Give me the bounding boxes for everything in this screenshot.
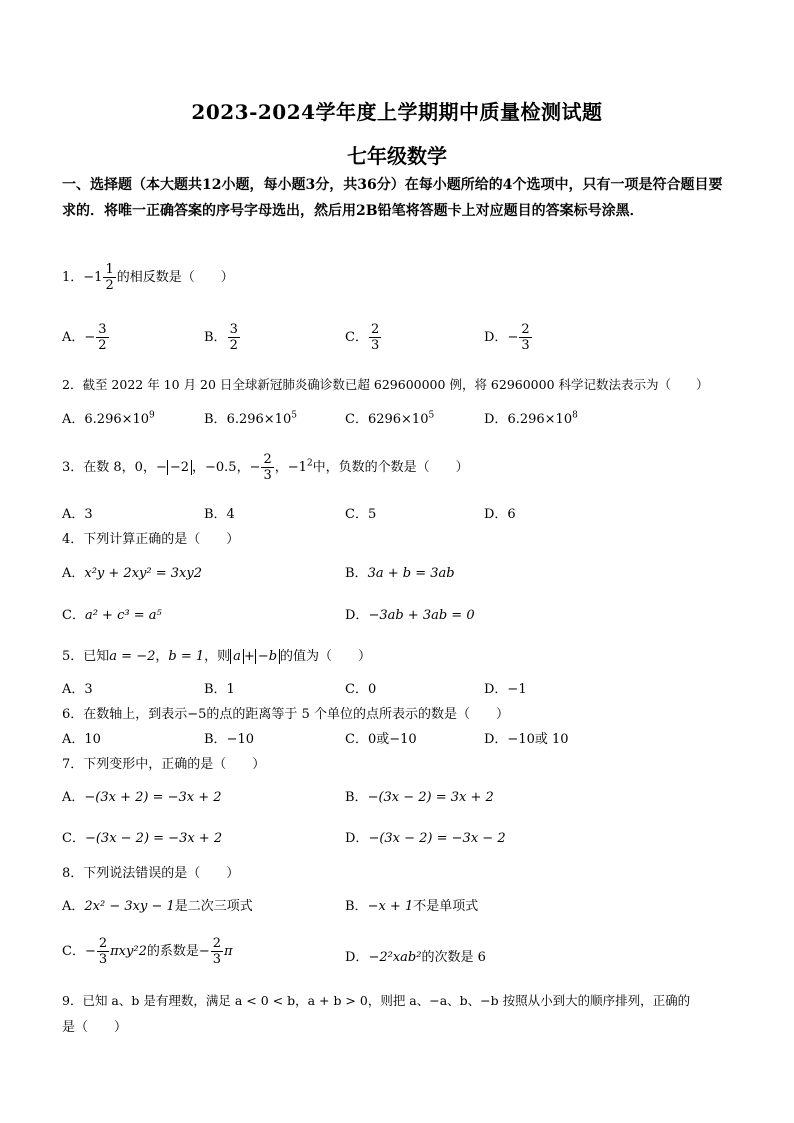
q2-option-a: A．$6.296\times 10^9$ (62, 410, 155, 427)
q6-option-c: C．0或−10 (345, 732, 417, 747)
q5-option-b: B．1 (204, 682, 235, 697)
q8-option-a: A．2x² − 3xy − 1是二次三项式 (62, 899, 253, 914)
q6-option-b: B．−10 (204, 732, 254, 747)
question-8: 8．下列说法错误的是（ ） (62, 866, 240, 881)
q8-option-d: D．−2²xab²的次数是 6 (345, 950, 486, 965)
q3-option-b: B．4 (204, 507, 235, 522)
q1-fraction: $\frac{1}{2}$ (105, 262, 114, 293)
q6-option-d: D．−10或 10 (484, 732, 569, 747)
q8-option-c: C．− $\frac{2}{3}$ πxy²2的系数是− $\frac{2}{3}$ π (62, 936, 233, 967)
q2-option-d: D．$6.296\times 10^8$ (484, 410, 578, 427)
q5-option-a: A．3 (62, 682, 93, 697)
q2-option-c: C．$6296\times 10^5$ (345, 410, 435, 427)
question-3: 3．在数 8，0，− −2 ，−0.5，− $\frac{2}{3}$ ，$-1^2$中，负数的个数是（ ） (62, 452, 469, 483)
question-7: 7．下列变形中，正确的是（ ） (62, 757, 266, 772)
question-1 (62, 262, 234, 293)
q3-abs-value: −2 (167, 460, 192, 475)
q5-option-c: C．0 (345, 682, 377, 697)
q1-option-b: B． $\frac{3}{2}$ (204, 322, 238, 353)
question-2: 2．截至 2022 年 10 月 20 日全球新冠肺炎确诊数已超 629600000 例，将 62960000 科学记数法表示为（ ） (62, 377, 709, 392)
q4-option-d: D．−3ab + 3ab = 0 (345, 608, 475, 623)
exam-subtitle: 七年级数学 (347, 144, 447, 168)
question-9-line-2: 是（ ） (62, 1020, 128, 1035)
q4-option-b: B．3a + b = 3ab (345, 566, 455, 581)
q1-option-c: C． $\frac{2}{3}$ (345, 322, 380, 353)
q7-option-a: A．−(3x + 2) = −3x + 2 (62, 790, 222, 805)
q1-number: 1． (62, 270, 84, 285)
q1-text: 的相反数是（ ） (116, 270, 234, 285)
question-6: 6．在数轴上，到表示−5的点的距离等于 5 个单位的点所表示的数是（ ） (62, 707, 509, 722)
q4-option-a: A．x²y + 2xy² = 3xy2 (62, 566, 202, 581)
q1-option-a: A．− $\frac{3}{2}$ (62, 322, 107, 353)
q3-option-a: A．3 (62, 507, 93, 522)
q7-option-c: C．−(3x − 2) = −3x + 2 (62, 831, 223, 846)
q6-option-a: A．10 (62, 732, 101, 747)
q1-option-d: D．− $\frac{2}{3}$ (484, 322, 530, 353)
q3-option-c: C．5 (345, 507, 377, 522)
question-9-line-1: 9．已知 a、b 是有理数，满足 a < 0 < b，a + b > 0，则把 a、−a、b、−b 按照从小到大的顺序排列，正确的 (62, 993, 691, 1008)
question-4: 4．下列计算正确的是（ ） (62, 532, 240, 547)
q7-option-d: D．−(3x − 2) = −3x − 2 (345, 831, 506, 846)
q3-option-d: D．6 (484, 507, 516, 522)
q4-option-c: C．a² + c³ = a⁵ (62, 608, 162, 623)
q7-option-b: B．−(3x − 2) = 3x + 2 (345, 790, 494, 805)
q5-option-d: D．−1 (484, 682, 527, 697)
section-intro: 一、选择题（本大题共12小题，每小题3分，共36分）在每小题所给的4个选项中，只有一项是符合题目要求的．将唯一正确答案的序号字母选出，然后用2B铅笔将答题卡上对应题目的答案标号涂黑． (62, 177, 723, 219)
question-5: 5．已知a = −2，b = 1，则 a + −b 的值为（ ） (62, 649, 372, 664)
q1-int: −1 (83, 270, 103, 285)
q8-option-b: B．−x + 1不是单项式 (345, 899, 479, 914)
q2-option-b: B．$6.296\times 10^5$ (204, 410, 297, 427)
exam-title: 2023-2024学年度上学期期中质量检测试题 (191, 100, 603, 124)
